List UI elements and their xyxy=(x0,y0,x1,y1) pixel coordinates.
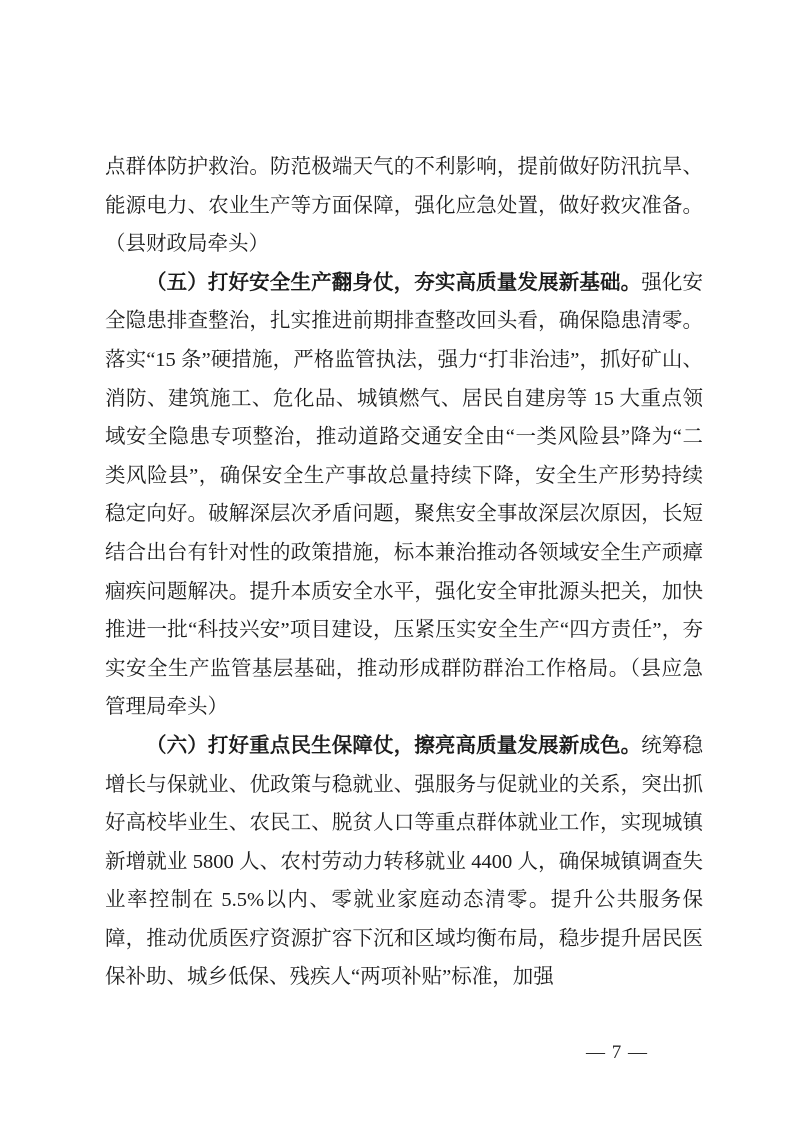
paragraph xyxy=(105,727,703,997)
body-text: 强化安全隐患排查整治，扎实推进前期排查整改回头看，确保隐患清零。落实“15 条”硬措施，严格监管执法，强力“打非治违”，抓好矿山、消防、建筑施工、危化品、城镇燃气、居民自建房等 15 大重点领域安全隐患专项整治，推动道路交通安全由“一类风险县”降为“二类风险县”，确保安全生产事故总量持续下降，安全生产形势持续稳定向好。破解深层次矛盾问题，聚焦安全事故深层次原因，长短结合出台有针对性的政策措施，标本兼治推动各领域安全生产顽瘴痼疾问题解决。提升本质安全水平，强化安全审批源头把关，加快推进一批“科技兴安”项目建设，压紧压实安全生产“四方责任”，夯实安全生产监管基层基础，推动形成群防群治工作格局。 xyxy=(105,271,704,680)
page-number: — 7 — xyxy=(586,1042,648,1063)
paragraph xyxy=(105,148,703,264)
body-text: 统筹稳增长与保就业、优政策与稳就业、强服务与促就业的关系，突出抓好高校毕业生、农民工、脱贫人口等重点群体就业工作，实现城镇新增就业 5800 人、农村劳动力转移就业 4400 人，确保城镇调查失业率控制在 5.5%以内、零就业家庭动态清零。提升公共服务保障，推动优质医疗资源扩容下沉和区域均衡布局，稳步提升居民医保补助、城乡低保、残疾人“两项补贴”标准，加强 xyxy=(105,734,704,989)
section-heading: （五）打好安全生产翻身仗，夯实高质量发展新基础。 xyxy=(146,271,642,294)
document-body xyxy=(105,148,703,997)
section-heading: （六）打好重点民生保障仗，擦亮高质量发展新成色。 xyxy=(146,734,642,757)
lead-department-note: （县财政局牵头） xyxy=(105,233,269,256)
lead-department-note: （县应急管理局牵头） xyxy=(105,657,704,719)
body-text: 点群体防护救治。防范极端天气的不利影响，提前做好防汛抗旱、能源电力、农业生产等方面保障，强化应急处置，做好救灾准备。 xyxy=(105,156,703,217)
paragraph xyxy=(105,264,703,727)
